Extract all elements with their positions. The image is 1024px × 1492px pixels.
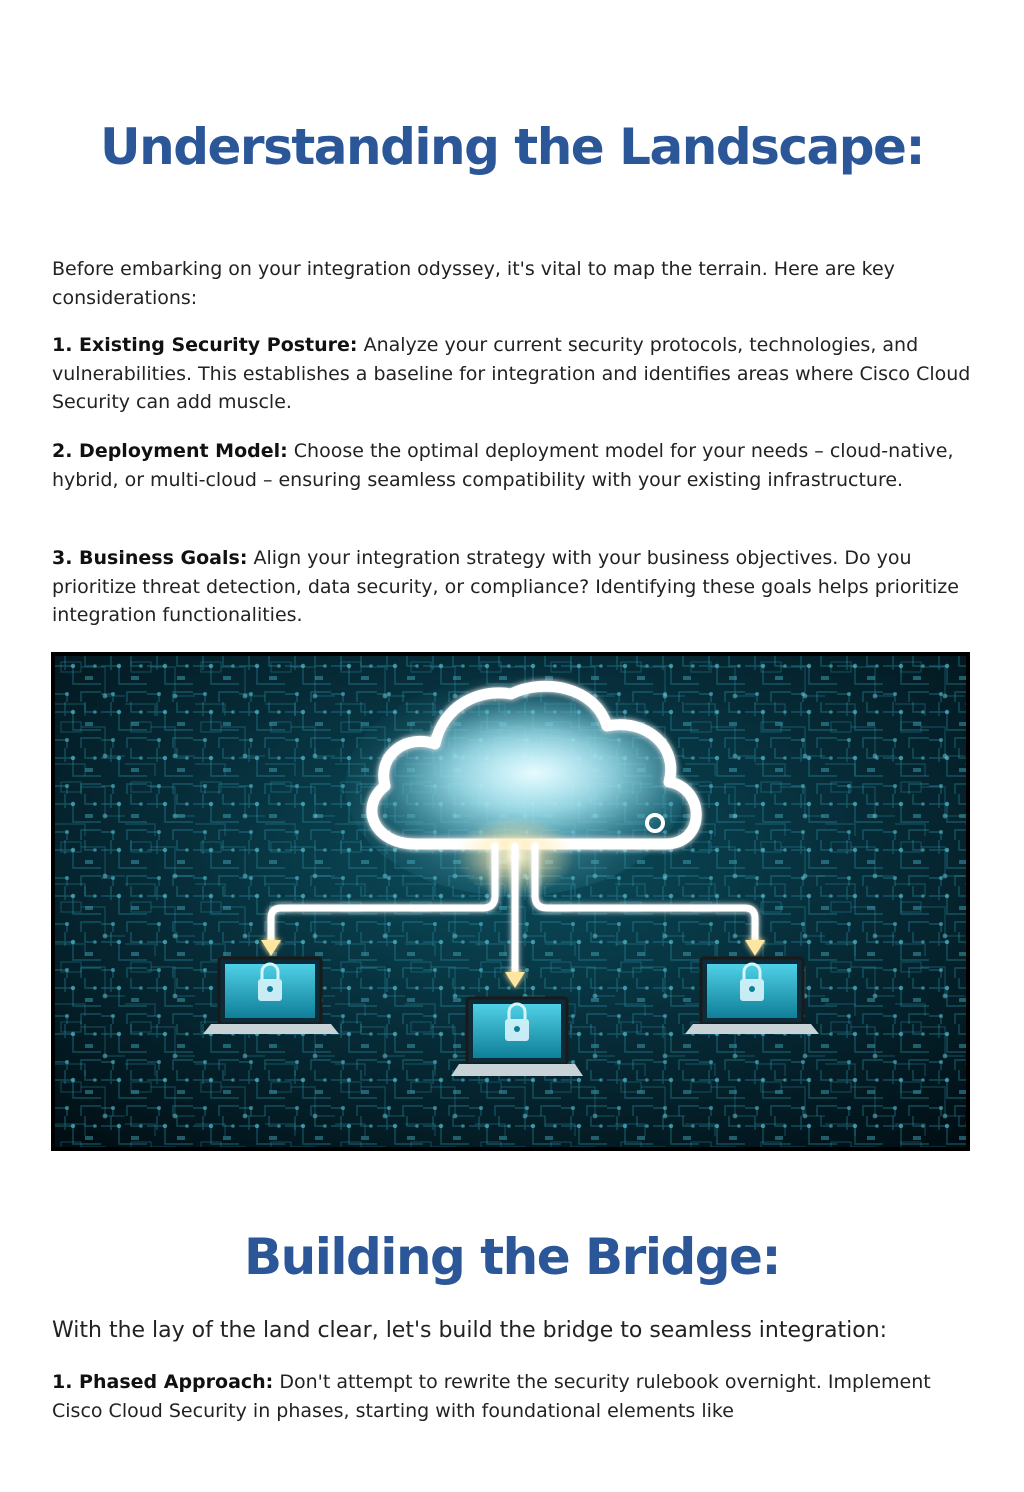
item-text: Analyze your current security protocols, technologies, and vulnerabilities. This establishes a baseline for integration and identifies areas where Cisco Cloud Security can add muscle.: [52, 334, 971, 413]
item-text: Choose the optimal deployment model for your needs – cloud-native, hybrid, or multi-cloud – ensuring seamless compatibility with your existing infrastructure.: [52, 440, 954, 491]
item-heading: 3. Business Goals:: [52, 547, 248, 569]
intro-paragraph: Before embarking on your integration odyssey, it's vital to map the terrain. Here are key considerations:: [52, 258, 895, 309]
consideration-item-business-goals: [52, 544, 972, 630]
consideration-item-deployment-model: [52, 437, 972, 494]
consideration-item-security-posture: [52, 331, 972, 417]
section-title-bridge: Building the Bridge:: [244, 1228, 780, 1286]
section-title-landscape: Understanding the Landscape:: [100, 118, 924, 176]
cloud-security-image: [51, 652, 970, 1151]
laptop-right: [685, 958, 819, 1034]
bridge-item-phased-approach: [52, 1368, 972, 1425]
bridge-lead-paragraph: With the lay of the land clear, let's build the bridge to seamless integration:: [52, 1318, 888, 1343]
laptop-center: [451, 998, 583, 1076]
cloud-network-security-illustration: [55, 656, 966, 1147]
item-text: Align your integration strategy with your business objectives. Do you prioritize threat detection, data security, or compliance? Identifying these goals helps prioritize integration functionalities.: [52, 547, 959, 626]
item-heading: 2. Deployment Model:: [52, 440, 288, 462]
item-heading: 1. Existing Security Posture:: [52, 334, 358, 356]
item-text: Don't attempt to rewrite the security rulebook overnight. Implement Cisco Cloud Security in phases, starting with foundational elements like: [52, 1371, 931, 1422]
laptop-left: [203, 958, 339, 1034]
item-heading: 1. Phased Approach:: [52, 1371, 274, 1393]
